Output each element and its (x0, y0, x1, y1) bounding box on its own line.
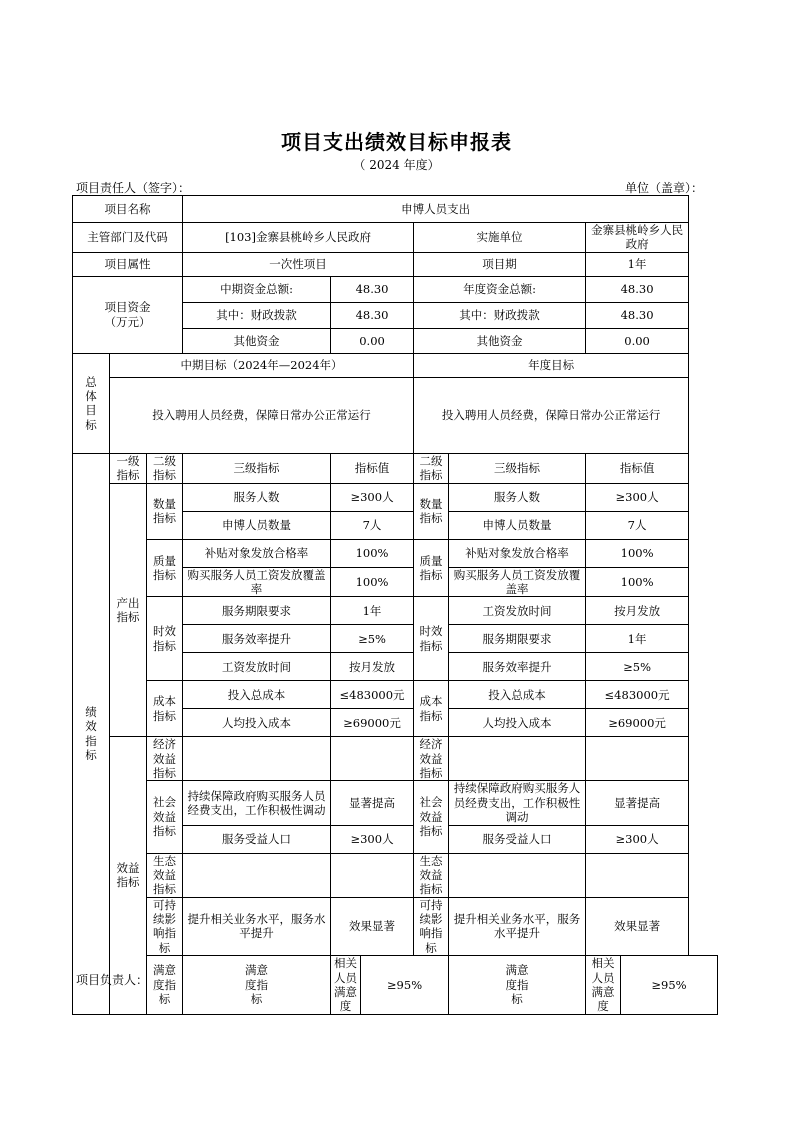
annual-indicator-value: ≥5% (586, 653, 689, 681)
annual-indicator-name: 服务期限要求 (449, 625, 586, 653)
annual-fiscal-label: 其中：财政拨款 (414, 302, 586, 328)
annual-indicator-name: 工资发放时间 (449, 597, 586, 625)
mid-indicator-value: ≤483000元 (331, 681, 414, 709)
annual-fiscal-value: 48.30 (586, 302, 689, 328)
annual-goal-text: 投入聘用人员经费，保障日常办公正常运行 (414, 377, 689, 453)
annual-indicator-value: ≥95% (621, 956, 718, 1015)
mid-goal-header: 中期目标（2024年—2024年） (110, 353, 414, 377)
annual-indicator-value: 显著提高 (586, 781, 689, 825)
mid-indicator-value: ≥69000元 (331, 709, 414, 737)
funds-label: 项目资金 （万元） (73, 276, 183, 353)
mid-indicator-name: 投入总成本 (183, 681, 331, 709)
mid-indicator-value (331, 737, 414, 781)
quantity-indicator-label: 数量 指标 (147, 483, 183, 539)
annual-indicator-value: 100% (586, 567, 689, 597)
project-period-label: 项目期 (414, 252, 586, 276)
quality-indicator-label-annual: 质量 指标 (414, 539, 449, 597)
quantity-indicator-label-annual: 数量 指标 (414, 483, 449, 539)
annual-indicator-value: 7人 (586, 511, 689, 539)
page-title: 项目支出绩效目标申报表 (281, 130, 512, 154)
benefit-indicator-label: 效益 指标 (110, 737, 147, 1014)
mid-indicator-value: 100% (331, 567, 414, 597)
mid-indicator-name: 补贴对象发放合格率 (183, 539, 331, 567)
mid-indicator-name (183, 737, 331, 781)
annual-goal-header: 年度目标 (414, 353, 689, 377)
mid-indicator-name: 服务受益人口 (183, 825, 331, 853)
mid-indicator-name: 服务期限要求 (183, 597, 331, 625)
mid-other-label: 其他资金 (183, 328, 331, 353)
mid-fiscal-value: 48.30 (331, 302, 414, 328)
mid-indicator-name: 购买服务人员工资发放覆盖率 (183, 567, 331, 597)
annual-indicator-name: 服务人数 (449, 483, 586, 511)
social-indicator-label: 社会 效益 指标 (147, 781, 183, 853)
mid-indicator-value: 7人 (331, 511, 414, 539)
annual-indicator-name: 持续保障政府购买服务人员经费支出，工作积极性调动 (449, 781, 586, 825)
mid-other-value: 0.00 (331, 328, 414, 353)
mid-fiscal-label: 其中：财政拨款 (183, 302, 331, 328)
economic-indicator-label: 经济 效益 指标 (147, 737, 183, 781)
satisfaction-indicator-label-annual: 满意 度指 标 (449, 956, 586, 1015)
project-attr-label: 项目属性 (73, 252, 183, 276)
header-value: 指标值 (331, 453, 414, 483)
annual-other-label: 其他资金 (414, 328, 586, 353)
sustainable-indicator-label-annual: 可持 续影 响指 标 (414, 897, 449, 956)
mid-indicator-value: ≥300人 (331, 483, 414, 511)
mid-indicator-value: 显著提高 (331, 781, 414, 825)
header-level3-annual: 三级指标 (449, 453, 586, 483)
impl-unit-label: 实施单位 (414, 223, 586, 253)
annual-indicator-name: 服务效率提升 (449, 653, 586, 681)
annual-indicator-name (449, 737, 586, 781)
mid-indicator-name: 持续保障政府购买服务人员经费支出，工作积极性调动 (183, 781, 331, 825)
mid-indicator-value: ≥300人 (331, 825, 414, 853)
annual-indicator-value: 按月发放 (586, 597, 689, 625)
mid-indicator-name: 提升相关业务水平，服务水平提升 (183, 897, 331, 956)
project-leader-label: 项目负责人： (76, 973, 149, 987)
annual-indicator-value: ≥300人 (586, 825, 689, 853)
annual-total-label: 年度资金总额: (414, 276, 586, 302)
ecological-indicator-label-annual: 生态 效益 指标 (414, 853, 449, 897)
output-indicator-label: 产出 指标 (110, 483, 147, 737)
overall-goal-label: 总 体 目 标 (73, 353, 110, 453)
time-indicator-label-annual: 时效 指标 (414, 597, 449, 681)
social-indicator-label-annual: 社会 效益 指标 (414, 781, 449, 853)
mid-indicator-name: 服务效率提升 (183, 625, 331, 653)
mid-indicator-name: 申博人员数量 (183, 511, 331, 539)
annual-total-value: 48.30 (586, 276, 689, 302)
annual-indicator-name: 提升相关业务水平，服务水平提升 (449, 897, 586, 956)
economic-indicator-label-annual: 经济 效益 指标 (414, 737, 449, 781)
project-attr-value: 一次性项目 (183, 252, 414, 276)
mid-goal-text: 投入聘用人员经费，保障日常办公正常运行 (110, 377, 414, 453)
mid-indicator-value (331, 853, 414, 897)
mid-total-label: 中期资金总额: (183, 276, 331, 302)
header-level3: 三级指标 (183, 453, 331, 483)
annual-indicator-value: 1年 (586, 625, 689, 653)
annual-indicator-name (449, 853, 586, 897)
annual-indicator-value: ≥300人 (586, 483, 689, 511)
annual-indicator-name: 投入总成本 (449, 681, 586, 709)
annual-indicator-value: ≤483000元 (586, 681, 689, 709)
mid-indicator-name: 人均投入成本 (183, 709, 331, 737)
responsible-signature-label: 项目责任人（签字）： (76, 181, 191, 195)
impl-unit-value: 金寨县桃岭乡人民政府 (586, 223, 689, 253)
annual-indicator-name: 服务受益人口 (449, 825, 586, 853)
header-value-annual: 指标值 (586, 453, 689, 483)
project-period-value: 1年 (586, 252, 689, 276)
cost-indicator-label: 成本 指标 (147, 681, 183, 737)
annual-indicator-name: 相关人员满意度 (586, 956, 621, 1015)
mid-indicator-value: 1年 (331, 597, 414, 625)
dept-value: [103]金寨县桃岭乡人民政府 (183, 223, 414, 253)
satisfaction-level1-label: 满意 度指 标 (147, 956, 183, 1015)
mid-indicator-name: 工资发放时间 (183, 653, 331, 681)
mid-indicator-value: ≥5% (331, 625, 414, 653)
annual-other-value: 0.00 (586, 328, 689, 353)
annual-indicator-name: 人均投入成本 (449, 709, 586, 737)
cost-indicator-label-annual: 成本 指标 (414, 681, 449, 737)
ecological-indicator-label: 生态 效益 指标 (147, 853, 183, 897)
annual-indicator-value: ≥69000元 (586, 709, 689, 737)
annual-indicator-name: 补贴对象发放合格率 (449, 539, 586, 567)
annual-indicator-name: 购买服务人员工资发放覆盖率 (449, 567, 586, 597)
sustainable-indicator-label: 可持 续影 响指 标 (147, 897, 183, 956)
satisfaction-indicator-label: 满意 度指 标 (183, 956, 331, 1015)
mid-indicator-name: 服务人数 (183, 483, 331, 511)
mid-indicator-value: 100% (331, 539, 414, 567)
dept-label: 主管部门及代码 (73, 223, 183, 253)
annual-indicator-name: 申博人员数量 (449, 511, 586, 539)
mid-indicator-name: 相关人员满意度 (331, 956, 361, 1015)
mid-indicator-value: 按月发放 (331, 653, 414, 681)
mid-indicator-value: ≥95% (361, 956, 449, 1015)
mid-indicator-name (183, 853, 331, 897)
unit-seal-label: 单位（盖章）： (624, 181, 703, 195)
project-name-label: 项目名称 (73, 196, 183, 223)
annual-indicator-value (586, 737, 689, 781)
annual-indicator-value: 100% (586, 539, 689, 567)
performance-label: 绩 效 指 标 (73, 453, 110, 1014)
mid-total-value: 48.30 (331, 276, 414, 302)
header-level2-annual: 二级 指标 (414, 453, 449, 483)
mid-indicator-value: 效果显著 (331, 897, 414, 956)
year-line: （ 2024 年度） (353, 158, 440, 172)
project-name-value: 申博人员支出 (183, 196, 689, 223)
annual-indicator-value: 效果显著 (586, 897, 689, 956)
header-level1: 一级 指标 (110, 453, 147, 483)
annual-indicator-value (586, 853, 689, 897)
header-level2: 二级 指标 (147, 453, 183, 483)
quality-indicator-label: 质量 指标 (147, 539, 183, 597)
time-indicator-label: 时效 指标 (147, 597, 183, 681)
performance-goal-table (72, 195, 718, 1015)
